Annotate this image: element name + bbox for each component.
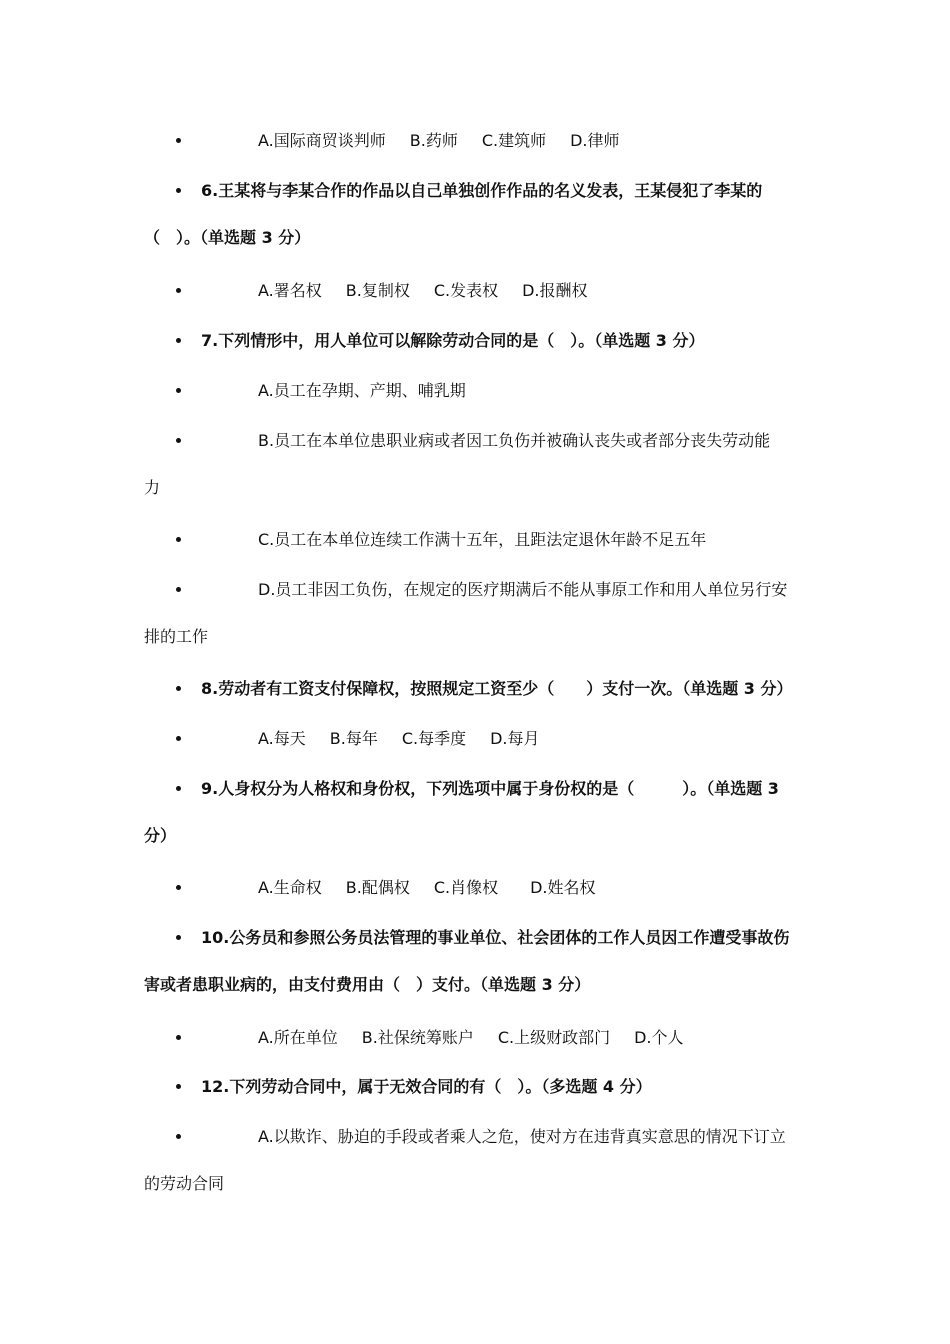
option-d: D.律师 [570, 131, 620, 150]
option-b: B.配偶权 [345, 878, 410, 897]
option-a: A.国际商贸谈判师 [258, 131, 386, 150]
option-b: B.每年 [329, 729, 378, 748]
option-a: A.所在单位 [258, 1028, 338, 1047]
bullet [176, 779, 184, 787]
q7-option-a: A.员工在孕期、产期、哺乳期 [258, 381, 466, 400]
bullet [176, 729, 184, 737]
question-9-text: 9.人身权分为人格权和身份权，下列选项中属于身份权的是（ ）。（单选题 3 [201, 779, 779, 798]
option-d: D.个人 [634, 1028, 684, 1047]
q9-options [258, 878, 596, 898]
option-a: A.署名权 [258, 281, 322, 300]
option-d: D.姓名权 [530, 878, 596, 897]
bullet [176, 530, 184, 538]
bullet [176, 331, 184, 339]
option-b: B.复制权 [345, 281, 410, 300]
question-8-text: 8.劳动者有工资支付保障权，按照规定工资至少（ ）支付一次。（单选题 3 分） [201, 679, 793, 698]
q7-option-b: B.员工在本单位患职业病或者因工负伤并被确认丧失或者部分丧失劳动能 [258, 431, 771, 450]
q7-option-b-cont: 力 [144, 478, 161, 497]
option-c: C.上级财政部门 [497, 1028, 611, 1047]
bullet [176, 580, 184, 588]
bullet [176, 878, 184, 886]
option-c: C.肖像权 [433, 878, 499, 897]
q7-option-d-cont: 排的工作 [144, 627, 209, 646]
bullet [176, 1077, 184, 1085]
q7-option-d: D.员工非因工负伤，在规定的医疗期满后不能从事原工作和用人单位另行安 [258, 580, 788, 599]
bullet [176, 928, 184, 936]
question-12-text: 12.下列劳动合同中，属于无效合同的有（ ）。（多选题 4 分） [201, 1077, 652, 1096]
bullet [176, 1127, 184, 1135]
option-b: B.药师 [409, 131, 458, 150]
q5-options [258, 131, 620, 151]
bullet [176, 281, 184, 289]
option-a: A.生命权 [258, 878, 322, 897]
question-10-text-cont: 害或者患职业病的，由支付费用由（ ）支付。（单选题 3 分） [144, 975, 591, 994]
question-6-text: 6.王某将与李某合作的作品以自己单独创作作品的名义发表，王某侵犯了李某的 [201, 181, 763, 200]
bullet [176, 431, 184, 439]
q12-option-a: A.以欺诈、胁迫的手段或者乘人之危，使对方在违背真实意思的情况下订立 [258, 1127, 786, 1146]
question-6-text-cont: （ ）。（单选题 3 分） [144, 228, 311, 247]
q7-option-c: C.员工在本单位连续工作满十五年，且距法定退休年龄不足五年 [258, 530, 707, 549]
option-c: C.发表权 [433, 281, 499, 300]
option-c: C.建筑师 [481, 131, 547, 150]
bullet [176, 181, 184, 189]
bullet [176, 131, 184, 139]
option-b: B.社保统筹账户 [361, 1028, 474, 1047]
option-d: D.报酬权 [522, 281, 588, 300]
question-7-text: 7.下列情形中，用人单位可以解除劳动合同的是（ ）。（单选题 3 分） [201, 331, 705, 350]
bullet [176, 381, 184, 389]
bullet [176, 679, 184, 687]
question-9-text-cont: 分） [144, 826, 177, 845]
question-10-text: 10.公务员和参照公务员法管理的事业单位、社会团体的工作人员因工作遭受事故伤 [201, 928, 790, 947]
option-a: A.每天 [258, 729, 306, 748]
q8-options [258, 729, 540, 749]
option-d: D.每月 [490, 729, 540, 748]
q12-option-a-cont: 的劳动合同 [144, 1174, 225, 1193]
q6-options [258, 281, 588, 301]
bullet [176, 1028, 184, 1036]
q10-options [258, 1028, 684, 1048]
option-c: C.每季度 [401, 729, 467, 748]
